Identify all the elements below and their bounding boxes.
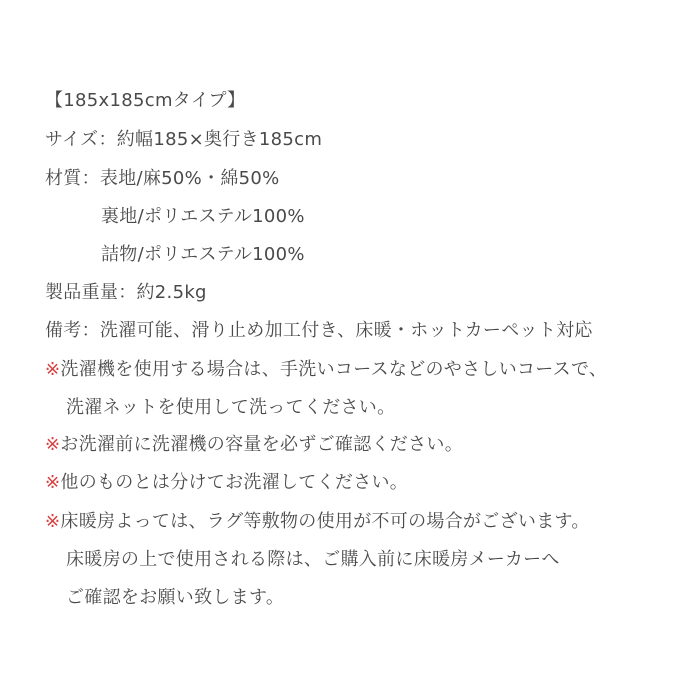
- note-2: [45, 433, 463, 457]
- note-4: [45, 510, 590, 534]
- note-4-continuation-1: 床暖房の上で使用される際は、ご購入前に床暖房メーカーへ: [66, 549, 560, 570]
- note-marker: ※: [45, 434, 61, 455]
- note-marker: ※: [45, 472, 61, 493]
- note-4-continuation-2: ご確認をお願い致します。: [66, 587, 285, 608]
- spec-size: サイズ：約幅185×奥行き185cm: [45, 129, 323, 150]
- spec-material-outer: 材質：表地/麻50%・綿50%: [45, 168, 280, 189]
- note-1-text: 洗濯機を使用する場合は、手洗いコースなどのやさしいコースで、: [60, 359, 608, 380]
- spec-weight: 製品重量：約2.5kg: [45, 282, 207, 303]
- spec-heading: 【185x185cmタイプ】: [45, 90, 246, 111]
- spec-material-filling: 詰物/ポリエステル100%: [101, 244, 305, 265]
- note-4-text: 床暖房よっては、ラグ等敷物の使用が不可の場合がございます。: [60, 511, 590, 532]
- note-marker: ※: [45, 359, 61, 380]
- note-marker: ※: [45, 511, 61, 532]
- note-1: [45, 358, 607, 382]
- note-3: [45, 471, 408, 495]
- note-2-text: お洗濯前に洗濯機の容量を必ずご確認ください。: [60, 434, 463, 455]
- note-1-continuation: 洗濯ネットを使用して洗ってください。: [66, 397, 396, 418]
- note-3-text: 他のものとは分けてお洗濯してください。: [60, 472, 409, 493]
- spec-material-lining: 裏地/ポリエステル100%: [101, 206, 305, 227]
- spec-remarks: 備考：洗濯可能、滑り止め加工付き、床暖・ホットカーペット対応: [45, 320, 593, 341]
